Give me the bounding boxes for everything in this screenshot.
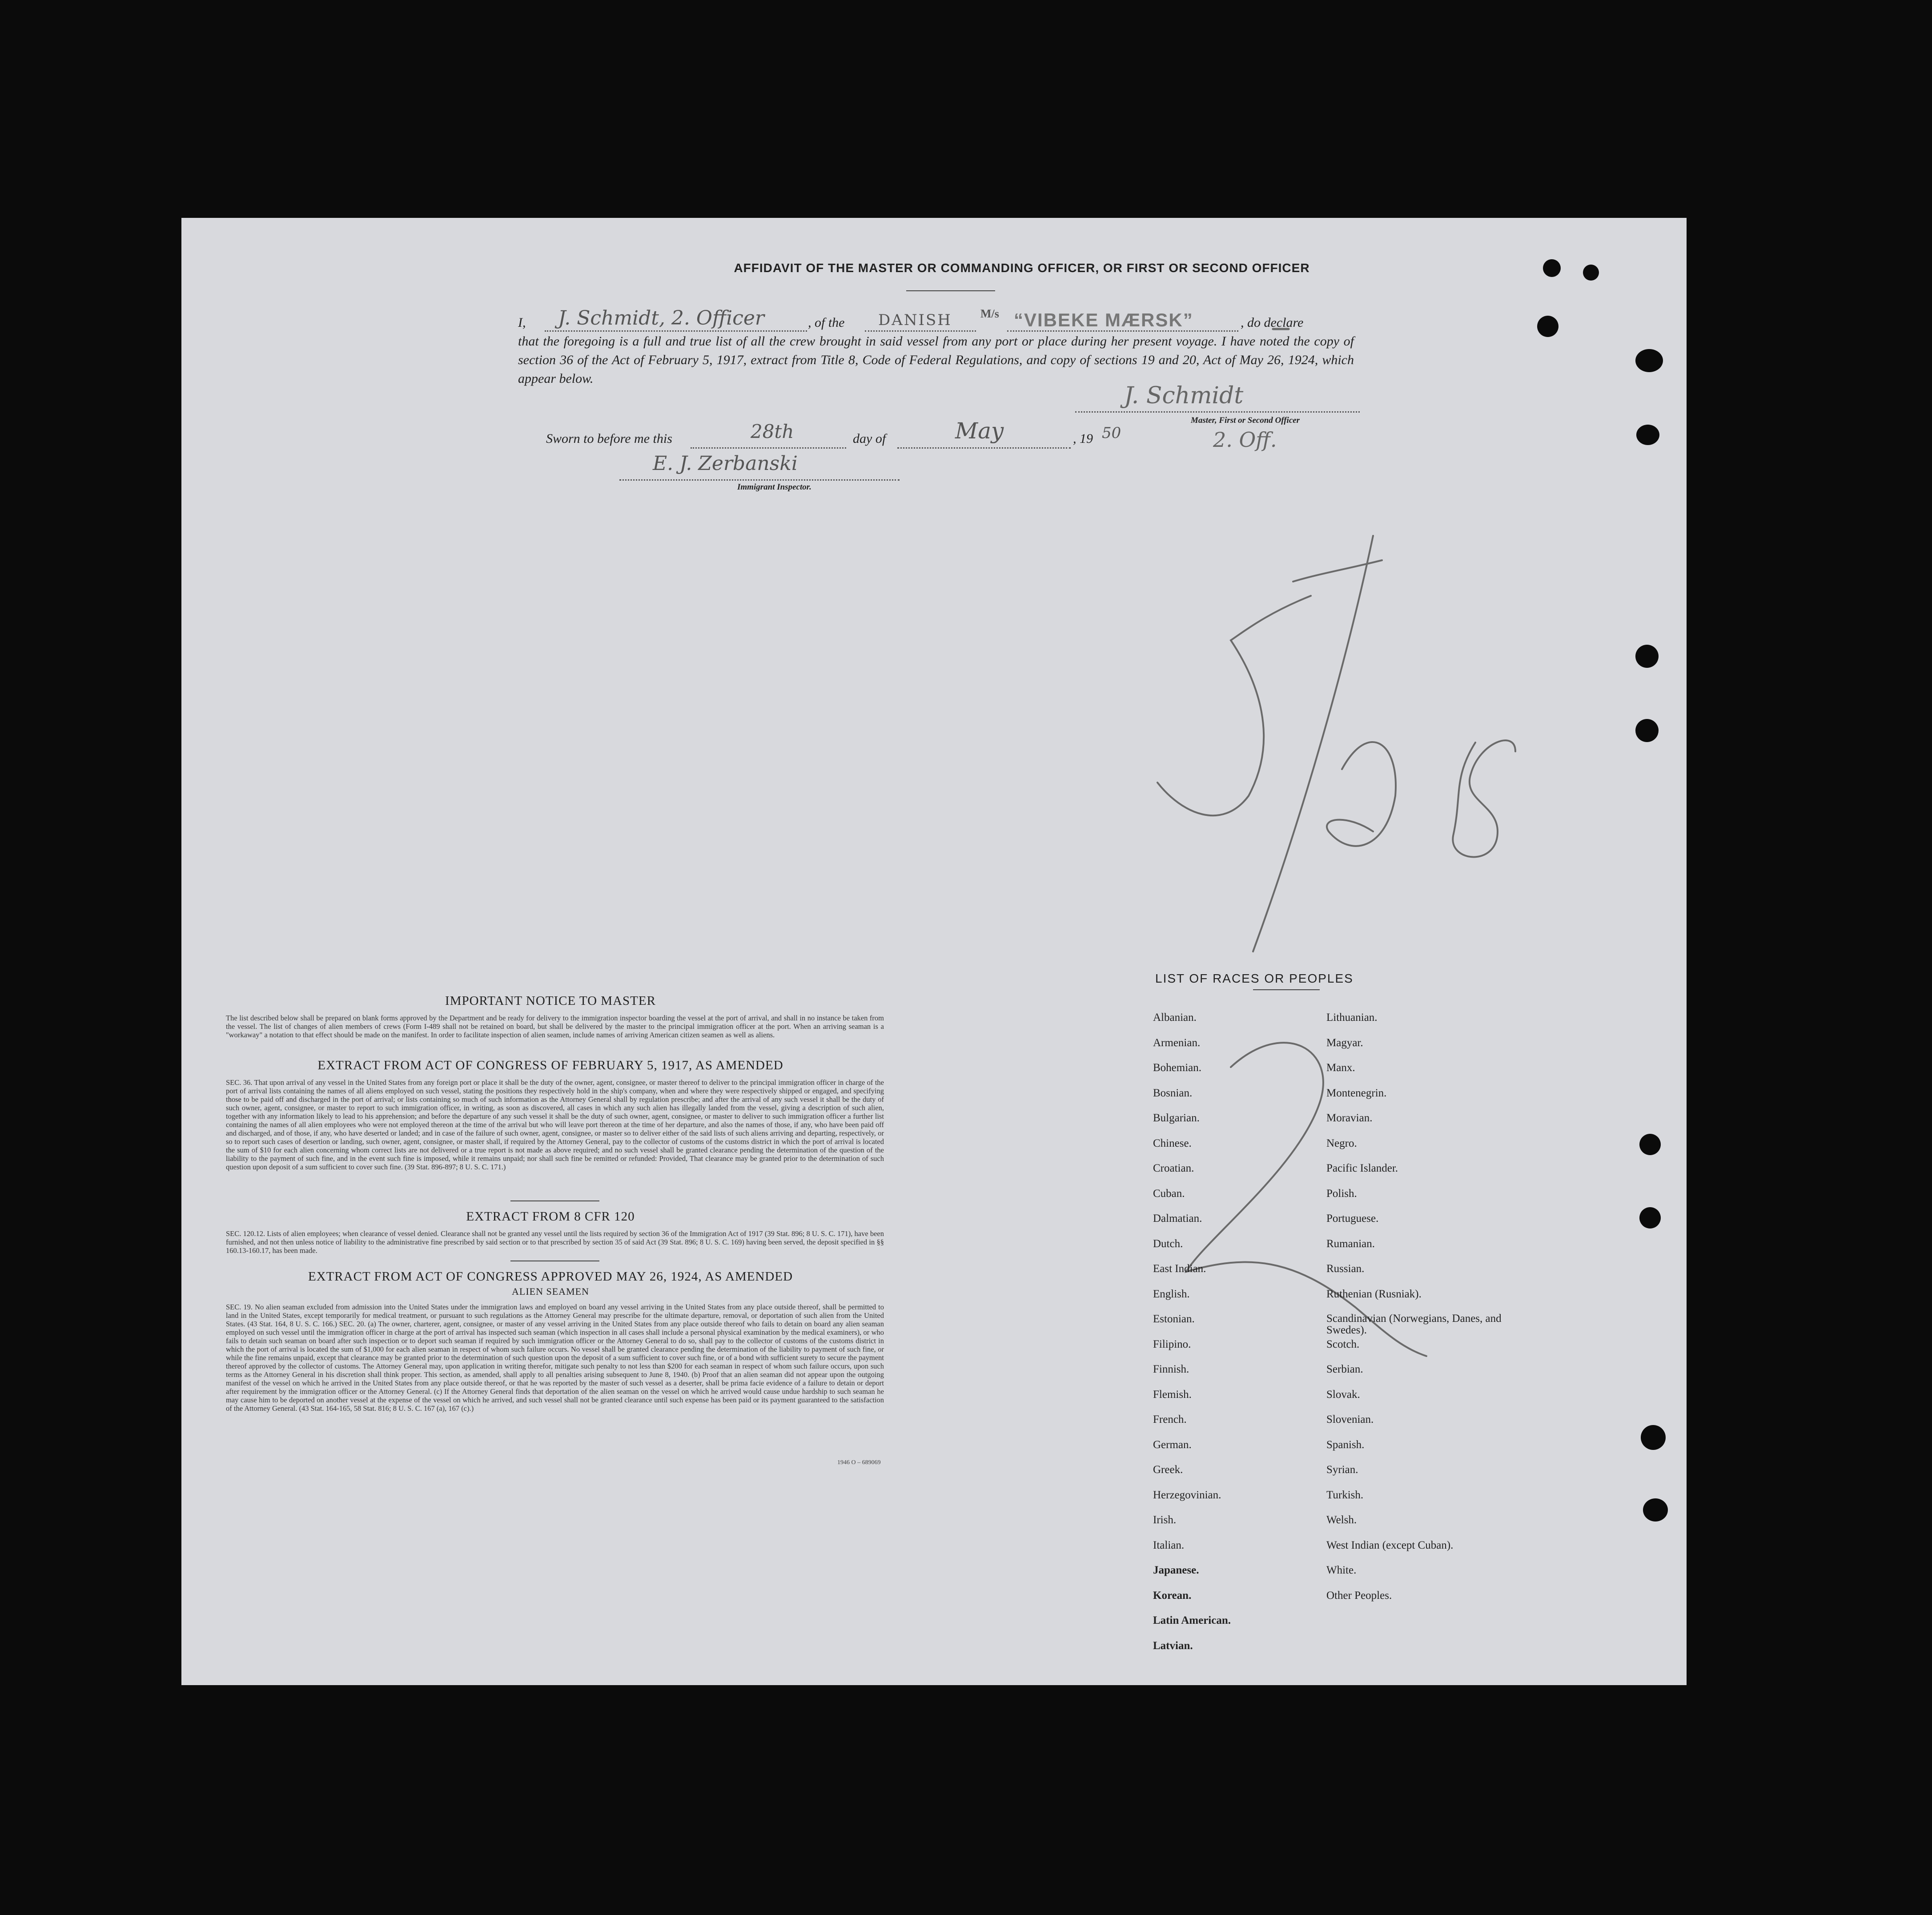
race-item: French.	[1153, 1413, 1187, 1425]
races-title: LIST OF RACES OR PEOPLES	[1155, 972, 1354, 985]
officer-name-handwriting: J. Schmidt, 2. Officer	[558, 307, 764, 329]
race-item: Croatian.	[1153, 1162, 1194, 1174]
pronoun-i: I,	[518, 315, 526, 330]
race-item: Magyar.	[1326, 1036, 1363, 1049]
race-item: Latvian.	[1153, 1639, 1193, 1652]
race-item: Portuguese.	[1326, 1212, 1379, 1224]
notice-title: IMPORTANT NOTICE TO MASTER	[445, 994, 656, 1008]
race-item: Lithuanian.	[1326, 1012, 1378, 1024]
race-item: Bosnian.	[1153, 1087, 1193, 1099]
race-item: West Indian (except Cuban).	[1326, 1539, 1454, 1551]
annotation-five	[1157, 560, 1382, 815]
race-item: Rumanian.	[1326, 1237, 1375, 1250]
extract-1924-text: SEC. 19. No alien seaman excluded from admission into the United States under the immigration laws and employed on board any vessel arriving in the United States from any place outside thereof, shall be permitted to land in the United States, except temporarily for medical treatment, or pursuant to such regulations as the Attorney General may prescribe for the ultimate departure, removal, or deportation of such alien from the United States. (43 Stat. 164, 8 U. S. C. 166.) SEC. 20. (a) The owner, charterer, agent, consignee, or master of any vessel arriving in the United States from any place outside thereof who fails to detain on board any alien seaman employed on such vessel until the immigration officer in charge at the port of arrival has inspected such seaman (which inspection in all cases shall include a personal physical examination by the medical examiners), or who fails to detain such seaman on board after such inspection or to deport such seaman if required by such immigration officer or the Attorney General to do so, shall pay to the collector of customs of the customs district in which the port of arrival is located the sum of $1,000 for each alien seaman in respect of whom such failure occurs. No vessel shall be granted clearance pending the determination of the liability to payment of such fine, or while the fine remains unpaid, except that clearance may be granted prior to the determination of such question upon the deposit of a sum sufficient to cover such fine, or of a bond with sufficient surety to secure the payment thereof approved by the collector of customs. The Attorney General may, upon application in writing therefor, mitigate such penalty to not less than $200 for each seaman in respect of whom such failure occurs, upon such terms as the Attorney General in his discretion shall think proper. This section, as amended, shall apply to all penalties arising subsequent to June 8, 1940. (b) Proof that an alien seaman did not appear upon the outgoing manifest of the vessel on which he arrived in the United States from any place outside thereof, or that he was reported by the master of such vessel as a deserter, shall be prima facie evidence of a failure to detain or deport after requirement by the immigration officer or the Attorney General. (c) If the Attorney General finds that deportation of the alien seaman on the vessel on which he arrived would cause undue hardship to such seaman he may cause him to be deported on another vessel at the expense of the vessel on which he arrived, and such vessel shall not be granted clearance until such expense has been paid or its payment guaranteed to the satisfaction of the Attorney General. (43 Stat. 164-165, 58 Stat. 816; 8 U. S. C. 167 (a), 167 (c).)	[226, 1303, 884, 1413]
race-item: Serbian.	[1326, 1363, 1363, 1375]
race-item: Bohemian.	[1153, 1062, 1202, 1074]
extract-1917-title: EXTRACT FROM ACT OF CONGRESS OF FEBRUARY 5, 1917, AS AMENDED	[317, 1058, 783, 1072]
manifest-page	[181, 218, 1687, 1685]
extract-cfr-text: SEC. 120.12. Lists of alien employees; when clearance of vessel denied. Clearance shall not be granted any vessel until the lists required by section 36 of the Immigration Act of 1917 (39 Stat. 896; 8 U. S. C. 171), have been furnished, and not then unless notice of liability to the administrative fine prescribed by said section or to that prescribed by section 35 of said Act (39 Stat. 896; 8 U. S. C. 169) having been served, the deposit specified in §§ 160.13-160.17, has been made.	[226, 1229, 884, 1255]
race-item: Slovak.	[1326, 1388, 1360, 1401]
do-declare-label: , do declare	[1241, 315, 1304, 330]
race-item: Moravian.	[1326, 1112, 1373, 1124]
month-handwriting: May	[955, 418, 1004, 444]
race-item: Filipino.	[1153, 1338, 1191, 1350]
race-item: English.	[1153, 1288, 1190, 1300]
sworn-label: Sworn to before me this	[546, 431, 672, 446]
race-item: Cuban.	[1153, 1187, 1185, 1200]
extract-cfr-title: EXTRACT FROM 8 CFR 120	[466, 1209, 635, 1224]
race-item: Herzegovinian.	[1153, 1489, 1221, 1501]
race-item: Ruthenian (Rusniak).	[1326, 1288, 1422, 1300]
race-item: Bulgarian.	[1153, 1112, 1200, 1124]
race-item: Armenian.	[1153, 1036, 1201, 1049]
race-item: Welsh.	[1326, 1514, 1357, 1526]
day-handwriting: 28th	[751, 421, 794, 442]
of-the-label: , of the	[808, 315, 845, 330]
notice-text: The list described below shall be prepared on blank forms approved by the Department and be ready for delivery to the immigration inspector boarding the vessel at the port of arrival, and shall in no instance be taken from the vessel. The list of changes of alien members of crews (Form I-489 shall not be retained on board, but shall be delivered by the master to the principal immigration officer at the port. When an arriving seaman is a "workaway" a notation to that effect should be made on the manifest. In order to facilitate inspection of alien seamen, include names of arriving American citizen seamen as well as aliens.	[226, 1014, 884, 1039]
extract-1924-subtitle: ALIEN SEAMEN	[512, 1286, 589, 1297]
race-item: Dalmatian.	[1153, 1212, 1202, 1224]
annotation-two-eight	[1327, 740, 1515, 857]
extract-1917-text: SEC. 36. That upon arrival of any vessel in the United States from any foreign port or place it shall be the duty of the owner, agent, consignee, or master thereof to deliver to the principal immigration officer in charge of the port of arrival lists containing the names of all aliens employed on such vessel, stating the positions they respectively hold in the ship's company, when and where they were respectively shipped or engaged, and specifying those to be paid off and discharged in the port of arrival; or lists containing so much of such information as the Attorney General shall by regulation prescribe; and after the arrival of any such vessel it shall be the duty of such owner, agent, consignee, or master to report to such immigration officer, in writing, as soon as discovered, all cases in which any such alien has illegally landed from the vessel, giving a description of such alien, together with any information likely to lead to his apprehension; and before the departure of any such vessel it shall be the duty of such owner, agent, consignee, or master to deliver to such immigration officer a further list containing the names of all alien employees who were not employed thereon at the time of the arrival but who will leave port thereon at the time of her departure, and also the names of those, if any, who have been paid off and discharged, and of those, if any, who have deserted or landed; and in case of the failure of such owner, agent, consignee, or master so to deliver either of the said lists of such aliens arriving and departing, respectively, or so to report such cases of desertion or landing, such owner, agent, consignee, or master shall, if required by the Attorney General, pay to the collector of customs of the customs district in which the port of arrival is located the sum of $10 for each alien concerning whom correct lists are not delivered or a true report is not made as above required; and no such vessel shall be granted clearance pending the determination of the question of the liability to the payment of such fine, and in the event such fine is imposed, while it remains unpaid; nor shall such fine be remitted or refunded: Provided, That clearance may be granted prior to the determination of such question upon deposit of a sum sufficient to cover such fine. (39 Stat. 896-897; 8 U. S. C. 171.)	[226, 1078, 884, 1171]
race-item: Chinese.	[1153, 1137, 1192, 1149]
printer-mark: 1946 O – 689069	[837, 1459, 881, 1466]
race-item: Spanish.	[1326, 1438, 1365, 1451]
binder-hole	[1635, 719, 1659, 742]
vessel-type: M/s	[980, 307, 999, 320]
race-item: Russian.	[1326, 1263, 1365, 1275]
race-item: Negro.	[1326, 1137, 1357, 1149]
race-item: Estonian.	[1153, 1313, 1195, 1325]
affidavit-title: AFFIDAVIT OF THE MASTER OR COMMANDING OFFICER, OR FIRST OR SECOND OFFICER	[734, 261, 1310, 275]
pencil-annotations	[181, 218, 1687, 1685]
race-item: Italian.	[1153, 1539, 1185, 1551]
race-item: Scandinavian (Norwegians, Danes, and Swedes).	[1326, 1313, 1502, 1336]
inspector-caption: Immigrant Inspector.	[737, 482, 811, 492]
binder-hole	[1635, 349, 1663, 372]
race-item: Greek.	[1153, 1464, 1183, 1476]
year-handwriting: 50	[1102, 424, 1121, 442]
extract-1924-title: EXTRACT FROM ACT OF CONGRESS APPROVED MAY 26, 1924, AS AMENDED	[308, 1269, 793, 1284]
annotation-slash	[1253, 536, 1373, 951]
annotation-two	[1186, 1043, 1426, 1356]
binder-hole	[1635, 645, 1659, 668]
binder-hole	[1537, 316, 1558, 337]
binder-hole	[1543, 259, 1561, 277]
rank-handwriting: 2. Off.	[1213, 428, 1277, 452]
race-item: Albanian.	[1153, 1012, 1197, 1024]
binder-hole	[1643, 1498, 1668, 1522]
signature-caption: Master, First or Second Officer	[1191, 416, 1300, 425]
nationality-handwriting: DANISH	[878, 311, 952, 329]
declaration-body: that the foregoing is a full and true list of all the crew brought in said vessel from any port or place during her present voyage. I have noted the copy of section 36 of the Act of February 5, 1917, extract from Title 8, Code of Federal Regulations, and copy of sections 19 and 20, Act of May 26, 1924, which appear below.	[518, 334, 1354, 386]
day-of-label: day of	[853, 431, 886, 446]
race-item: Slovenian.	[1326, 1413, 1374, 1425]
race-item: Polish.	[1326, 1187, 1357, 1200]
race-item: Dutch.	[1153, 1237, 1183, 1250]
race-item: Irish.	[1153, 1514, 1177, 1526]
race-item: Other Peoples.	[1326, 1589, 1392, 1602]
race-item: Flemish.	[1153, 1388, 1192, 1401]
race-item: Montenegrin.	[1326, 1087, 1387, 1099]
race-item: White.	[1326, 1564, 1357, 1576]
race-item: Latin American.	[1153, 1614, 1231, 1626]
race-item: Scotch.	[1326, 1338, 1360, 1350]
inspector-signature-handwriting: E. J. Zerbanski	[653, 452, 798, 475]
year-prefix: , 19	[1073, 431, 1093, 446]
race-item: Finnish.	[1153, 1363, 1189, 1375]
binder-hole	[1636, 425, 1659, 445]
race-item: Manx.	[1326, 1062, 1355, 1074]
master-signature-handwriting: J. Schmidt	[1124, 382, 1244, 409]
race-item: Syrian.	[1326, 1464, 1358, 1476]
race-item: Pacific Islander.	[1326, 1162, 1398, 1174]
race-item: Korean.	[1153, 1589, 1192, 1602]
race-item: German.	[1153, 1438, 1192, 1451]
race-item: Japanese.	[1153, 1564, 1199, 1576]
binder-hole	[1639, 1207, 1661, 1228]
binder-hole	[1583, 265, 1599, 281]
race-item: East Indian.	[1153, 1263, 1206, 1275]
race-item: Turkish.	[1326, 1489, 1364, 1501]
binder-hole	[1639, 1134, 1661, 1155]
binder-hole	[1641, 1425, 1666, 1450]
vessel-name-stamp: “VIBEKE MÆRSK”	[1014, 309, 1193, 330]
